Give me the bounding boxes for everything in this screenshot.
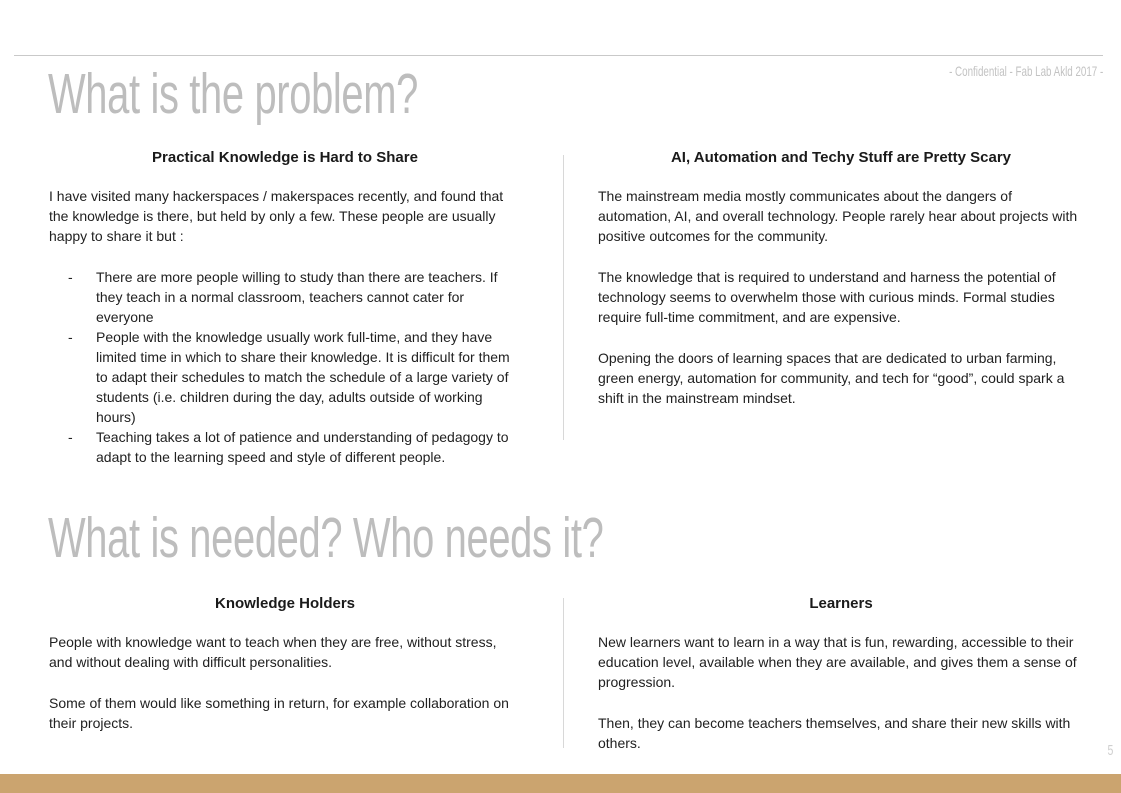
paragraph: New learners want to learn in a way that is fun, rewarding, accessible to their education level, available when they are available, and gives them a sense of progression. — [598, 634, 1077, 690]
paragraph: I have visited many hackerspaces / makerspaces recently, and found that the knowledge is there, but held by only a few. These people are usually happy to share it but : — [49, 188, 504, 244]
paragraph: The mainstream media mostly communicates about the dangers of automation, AI, and overall technology. People rarely hear about projects with positive outcomes for the community. — [598, 188, 1078, 244]
bullet-item: - People with the knowledge usually work full-time, and they have limited time in which to share their knowledge. It is difficult for them to adapt their schedules to match the schedule of a large variety of students (i.e. children during the day, adults outside of working hours) — [49, 327, 521, 427]
column-heading-ai-automation: AI, Automation and Techy Stuff are Pretty Scary — [670, 149, 1012, 166]
section-problem-title — [48, 62, 577, 126]
column-practical-knowledge — [49, 148, 521, 467]
column-divider-bottom — [563, 598, 564, 748]
column-learners — [598, 594, 1084, 774]
bullet-item: - There are more people willing to study than there are teachers. If they teach in a normal classroom, teachers cannot cater for everyone — [49, 267, 521, 327]
paragraph: Opening the doors of learning spaces that are dedicated to urban farming, green energy, automation for community, and tech for “good”, could spark a shift in the mainstream mindset. — [598, 350, 1065, 406]
bullet-item: - Teaching takes a lot of patience and understanding of pedagogy to adapt to the learning speed and style of different people. — [49, 427, 521, 467]
column-divider-top — [563, 155, 564, 440]
section-needed-title-text: What is needed? Who needs it? — [48, 506, 604, 570]
confidential-note — [883, 63, 1103, 79]
paragraph: People with knowledge want to teach when they are free, without stress, and without dealing with difficult personalities. — [49, 634, 497, 670]
paragraph: The knowledge that is required to understand and harness the potential of technology seems to overwhelm those with curious minds. Formal studies require full-time commitment, and are expensive. — [598, 269, 1056, 325]
accent-footer-bar — [0, 774, 1121, 793]
column-heading-knowledge-holders: Knowledge Holders — [214, 595, 356, 612]
column-heading-practical-knowledge: Practical Knowledge is Hard to Share — [152, 149, 418, 166]
section-needed-title — [48, 506, 842, 570]
bullet-list — [49, 267, 521, 467]
section-problem-title-text: What is the problem? — [48, 62, 419, 126]
page-number — [1105, 742, 1113, 759]
column-ai-automation — [598, 148, 1084, 429]
page-number-text: 5 — [1107, 742, 1113, 759]
paragraph: Then, they can become teachers themselves, and share their new skills with others. — [598, 715, 1071, 751]
paragraph: Some of them would like something in return, for example collaboration on their projects. — [49, 695, 509, 731]
confidential-note-text: - Confidential - Fab Lab Akld 2017 - — [948, 63, 1103, 79]
column-knowledge-holders — [49, 594, 521, 754]
top-rule-divider — [14, 55, 1103, 56]
column-heading-learners: Learners — [809, 595, 873, 612]
